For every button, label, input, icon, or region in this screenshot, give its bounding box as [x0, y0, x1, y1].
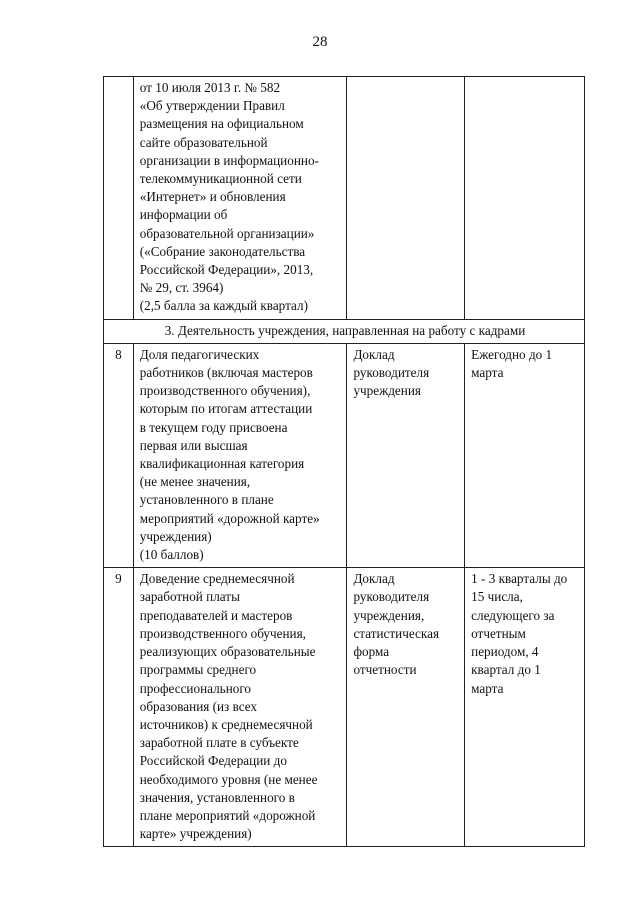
text-line: образовательной организации» [139, 225, 315, 241]
source-cell [347, 568, 465, 847]
text-line: размещения на официальном [139, 116, 304, 132]
text-line: («Собрание законодательства [139, 243, 306, 259]
text-line: № 29, ст. 3964) [139, 280, 224, 296]
text-line: образования (из всех [139, 698, 258, 714]
text-line: следующего за [471, 607, 555, 623]
table-row [104, 77, 585, 320]
source-cell [347, 77, 465, 320]
text-line: статистическая [353, 625, 440, 641]
indicator-cell [133, 568, 347, 847]
text-line: мероприятий «дорожной карте» [139, 510, 320, 526]
page-number: 28 [312, 34, 328, 50]
text-line: преподавателей и мастеров [139, 607, 293, 623]
text-line: производственного обучения, [139, 625, 306, 641]
deadline-cell [465, 568, 585, 847]
text-line: квартал до 1 [471, 662, 541, 678]
text-line: Доклад [353, 346, 395, 362]
text-line: в текущем году присвоена [139, 419, 288, 435]
indicator-cell [133, 77, 347, 320]
text-line: марта [471, 365, 504, 381]
text-line: заработной плате в субъекте [139, 735, 299, 751]
text-line: «Об утверждении Правил [139, 98, 285, 114]
text-line: карте» учреждения) [139, 826, 252, 842]
row-number: 8 [115, 346, 122, 362]
text-line: Российской Федерации до [139, 753, 287, 769]
text-line: квалификационная категория [139, 456, 305, 472]
source-cell [347, 343, 465, 567]
text-line: Ежегодно до 1 [471, 346, 553, 362]
text-line: руководителя [353, 365, 430, 381]
text-line: 1 - 3 кварталы до [471, 571, 568, 587]
text-line: информации об [139, 207, 228, 223]
text-line: (не менее значения, [139, 474, 251, 490]
text-line: Российской Федерации», 2013, [139, 262, 314, 278]
text-line: которым по итогам аттестации [139, 401, 313, 417]
text-line: отчетным [471, 625, 526, 641]
text-line: (2,5 балла за каждый квартал) [139, 298, 308, 314]
text-line: реализующих образовательные [139, 644, 316, 660]
text-line: необходимого уровня (не менее [139, 771, 318, 787]
text-line: заработной платы [139, 589, 240, 605]
row-number-cell [104, 568, 134, 847]
text-line: учреждения) [139, 528, 212, 544]
text-line: Доведение среднемесячной [139, 571, 295, 587]
text-line: программы среднего [139, 662, 257, 678]
row-number-cell [104, 343, 134, 567]
deadline-cell [465, 77, 585, 320]
text-line: марта [471, 680, 504, 696]
text-line: «Интернет» и обновления [139, 189, 286, 205]
text-line: источников) к среднемесячной [139, 716, 313, 732]
indicator-cell [133, 343, 347, 567]
text-line: профессионального [139, 680, 252, 696]
text-line: производственного обучения), [139, 383, 311, 399]
text-line: установленного в плане [139, 492, 274, 508]
text-line: периодом, 4 [471, 644, 539, 660]
text-line: организации в информационно- [139, 152, 319, 168]
table-row [104, 343, 585, 567]
text-line: учреждения [353, 383, 421, 399]
text-line: плане мероприятий «дорожной [139, 807, 316, 823]
text-line: руководителя [353, 589, 430, 605]
text-line: телекоммуникационной сети [139, 171, 302, 187]
text-line: (10 баллов) [139, 547, 204, 563]
text-line: работников (включая мастеров [139, 365, 313, 381]
text-line: Доля педагогических [139, 346, 260, 362]
text-line: 15 числа, [471, 589, 523, 605]
section-header-row [104, 319, 585, 343]
text-line: сайте образовательной [139, 134, 268, 150]
text-line: Доклад [353, 571, 395, 587]
text-line: отчетности [353, 662, 417, 678]
text-line: учреждения, [353, 607, 425, 623]
text-line: форма [353, 644, 390, 660]
text-line: первая или высшая [139, 437, 248, 453]
text-line: от 10 июля 2013 г. № 582 [139, 80, 281, 95]
row-number-cell [104, 77, 134, 320]
section-header: 3. Деятельность учреждения, направленная на работу с кадрами [104, 319, 585, 343]
deadline-cell [465, 343, 585, 567]
table-row [104, 568, 585, 847]
criteria-table [103, 76, 585, 847]
row-number: 9 [115, 571, 122, 587]
text-line: значения, установленного в [139, 789, 295, 805]
